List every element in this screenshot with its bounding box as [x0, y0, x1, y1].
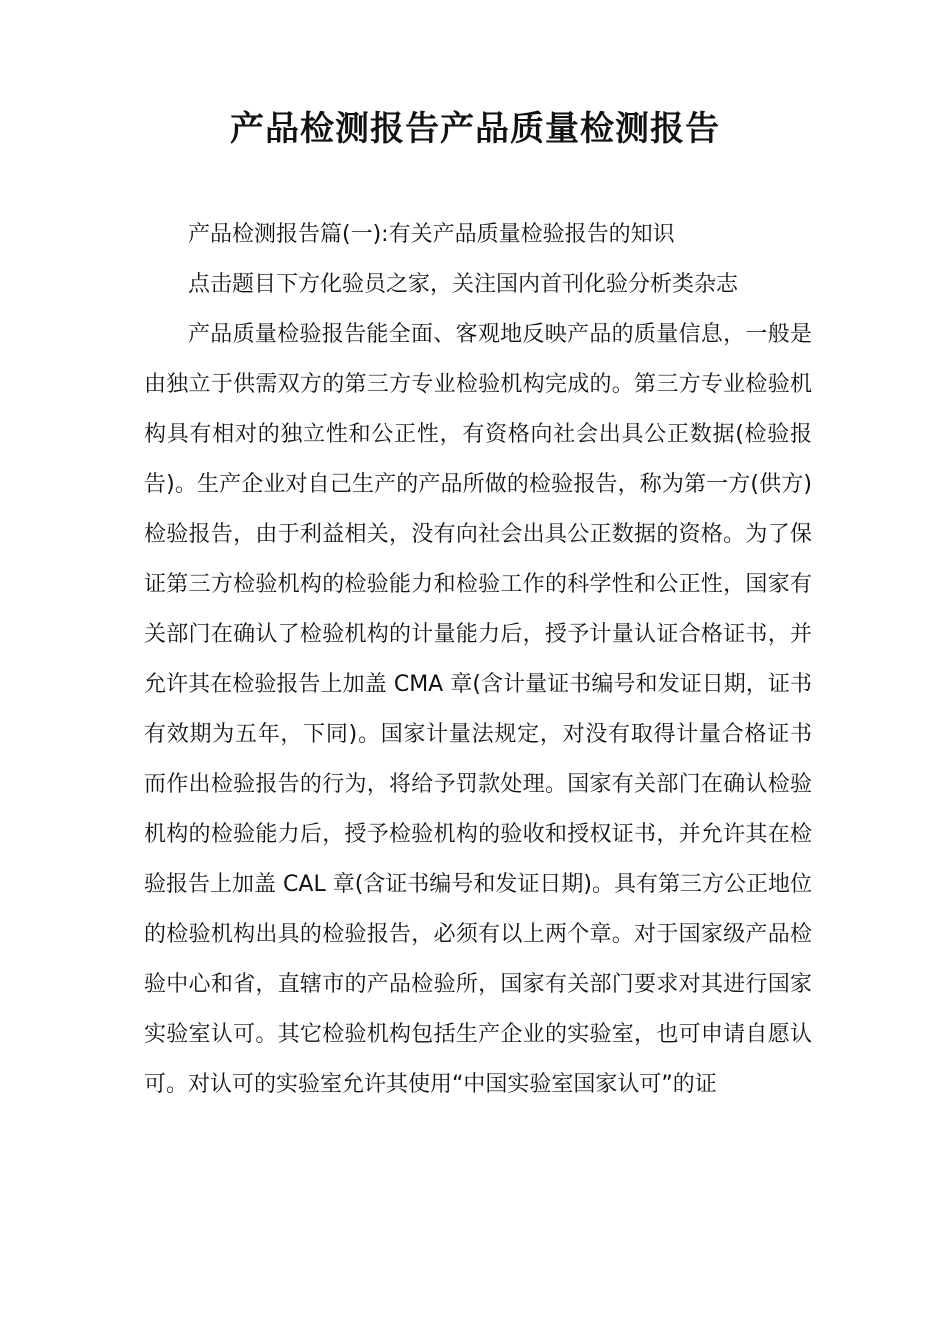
paragraph-3: 产品质量检验报告能全面、客观地反映产品的质量信息，一般是由独立于供需双方的第三方专业检验机构完成的。第三方专业检验机构具有相对的独立性和公正性，有资格向社会出具公正数据(检验报告)。生产企业对自己生产的产品所做的检验报告，称为第一方(供方)检验报告，由于利益相关，没有向社会出具公正数据的资格。为了保证第三方检验机构的检验能力和检验工作的科学性和公正性，国家有关部门在确认了检验机构的计量能力后，授予计量认证合格证书，并允许其在检验报告上加盖 CMA 章(含计量证书编号和发证日期，证书有效期为五年，下同)。国家计量法规定，对没有取得计量合格证书而作出检验报告的行为，将给予罚款处理。国家有关部门在确认检验机构的检验能力后，授予检验机构的验收和授权证书，并允许其在检验报告上加盖 CAL 章(含证书编号和发证日期)。具有第三方公正地位的检验机构出具的检验报告，必须有以上两个章。对于国家级产品检验中心和省，直辖市的产品检验所，国家有关部门要求对其进行国家实验室认可。其它检验机构包括生产企业的实验室，也可申请自愿认可。对认可的实验室允许其使用“中国实验室国家认可”的证	[144, 322, 812, 1097]
paragraph-2: 点击题目下方化验员之家，关注国内首刊化验分析类杂志	[188, 272, 739, 297]
document-title: 产品检测报告产品质量检测报告	[230, 109, 720, 149]
paragraph-1: 产品检测报告篇(一):有关产品质量检验报告的知识	[188, 222, 675, 247]
document-body	[144, 210, 812, 1110]
